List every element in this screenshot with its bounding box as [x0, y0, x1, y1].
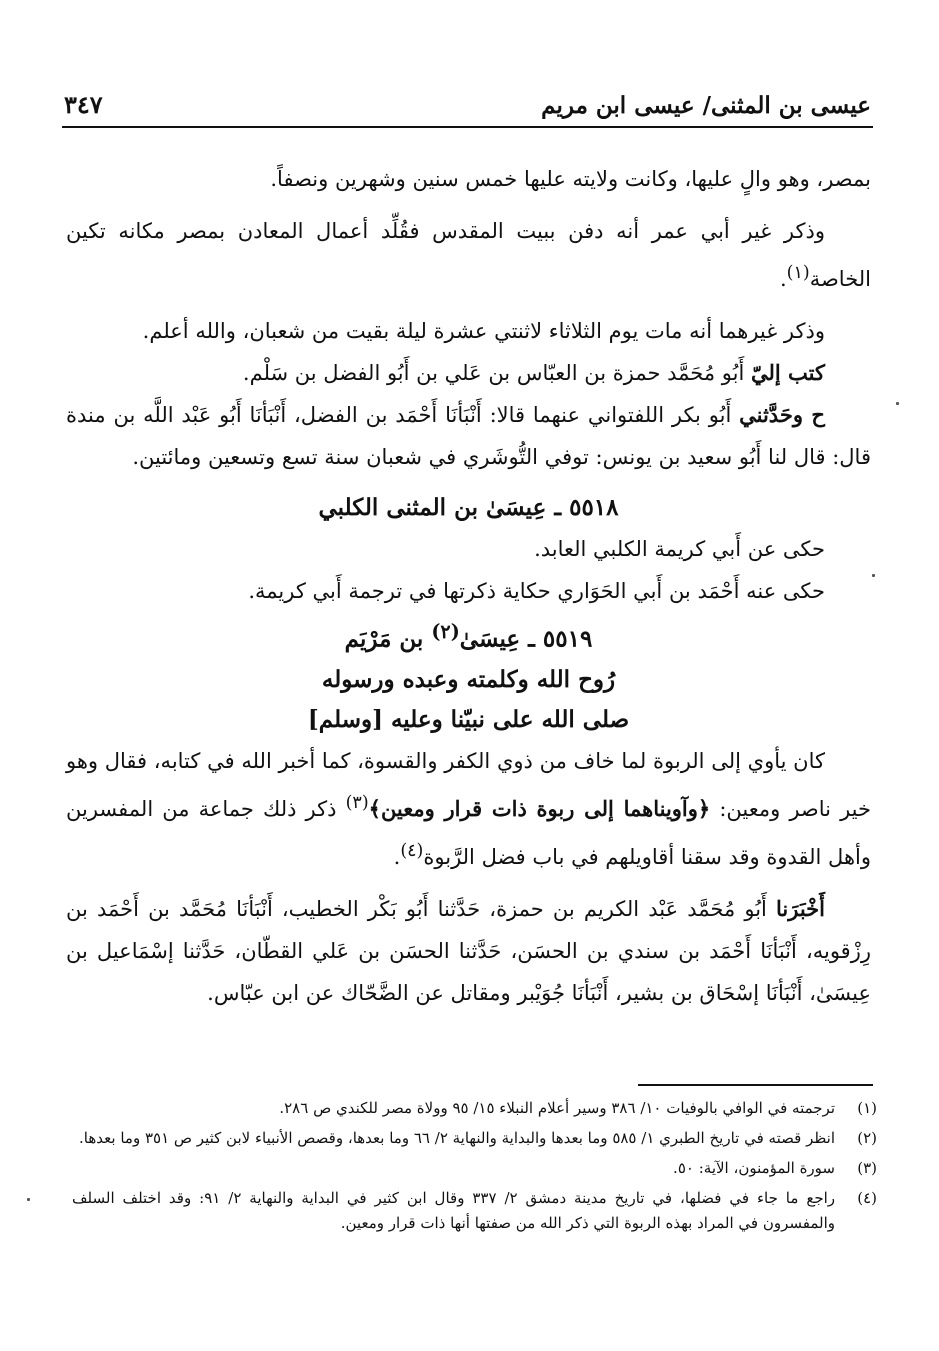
header-rule — [62, 126, 873, 128]
header-title: عيسى بن المثنى/ عيسى ابن مريم — [541, 92, 871, 119]
punctuation: . — [393, 844, 401, 869]
main-text — [66, 158, 871, 1014]
paragraph — [66, 394, 871, 478]
paragraph-text: حكى عنه أَحْمَد بن أَبي الحَوَاري حكاية ذكرتها في ترجمة أَبي كريمة. — [248, 579, 825, 603]
entry-heading-text: ٥٥١٩ ـ عِيسَىٰ — [459, 625, 593, 653]
footnotes — [72, 1096, 877, 1241]
paragraph — [66, 528, 871, 570]
footnote — [72, 1126, 877, 1151]
running-header — [60, 86, 871, 122]
transmission-term: ح وحَدَّثني — [739, 402, 825, 427]
paragraph-text: حكى عن أَبي كريمة الكلبي العابد. — [534, 537, 825, 561]
paragraph-text: أَبُو مُحَمَّد حمزة بن العبّاس بن عَلي بن أَبُو الفضل بن سَلْم. — [242, 361, 751, 385]
scan-speck — [872, 574, 875, 577]
entry-heading — [66, 612, 871, 660]
scan-speck — [896, 402, 899, 405]
paragraph-text: ذكر ذلك جماعة من المفسرين وأهل القدوة وقد سقنا أقاويلهم في باب فضل الرَّبوة — [66, 796, 871, 869]
footnote — [72, 1096, 877, 1121]
paragraph — [66, 210, 871, 300]
paragraph-text: وذكر غيرهما أنه مات يوم الثلاثاء لاثنتي عشرة ليلة بقيت من شعبان، والله أعلم. — [142, 319, 825, 343]
paragraph — [66, 740, 871, 878]
paragraph-text: أَبُو مُحَمَّد عَبْد الكريم بن حمزة، حَدَّثنا أَبُو بَكْر الخطيب، أَنْبَأنَا مُحَمَّد بن أَحْمَد بن رِزْقويه، أَنْبَأنَا أَحْمَد بن سندي بن الحسَن، حَدَّثنا الحسَن بن عَلي القطّان، حَدَّثنا إسْمَاعيل بن عِيسَىٰ، أَنْبَأنَا إسْحَاق بن بشير، أَنْبَأنَا جُوَيْبر ومقاتل عن الضَّحّاك عن ابن عبّاس. — [66, 896, 871, 1005]
footnote-text: انظر قصته في تاريخ الطبري ١/ ٥٨٥ وما بعدها والبداية والنهاية ٢/ ٦٦ وما بعدها، وقصص الأنبياء لابن كثير ص ٣٥١ وما بعدها. — [79, 1129, 835, 1147]
entry-heading: ٥٥١٨ ـ عِيسَىٰ بن المثنى الكلبي — [318, 494, 619, 521]
footnote-text: راجع ما جاء في فضلها، في تاريخ مدينة دمشق ٢/ ٣٣٧ وقال ابن كثير في البداية والنهاية ٢/ ٩١: وقد اختلف السلف والمفسرون في المراد بهذه الربوة التي ذكر الله من صفتها أنها ذات قرار ومعين. — [72, 1189, 836, 1232]
entry-subheading: رُوح الله وكلمته وعبده ورسوله — [321, 665, 616, 693]
paragraph-text: أَبُو بكر اللفتواني عنهما قالا: أَنْبَأنَا أَحْمَد بن الفضل، أَنْبَأنَا أَبُو عَبْد اللَّه بن مندة قال: قال لنا أَبُو سعيد بن يونس: توفي التُّوشَري في شعبان سنة تسع وتسعين ومائتين. — [66, 403, 871, 469]
paragraph — [66, 570, 871, 612]
page-number: ٣٤٧ — [64, 90, 103, 119]
paragraph-text: وذكر غير أبي عمر أنه دفن ببيت المقدس فقُلِّد أعمال المعادن بمصر مكانه تكين الخاصة — [66, 219, 871, 291]
paragraph — [66, 352, 871, 394]
paragraph-text: بمصر، وهو والٍ عليها، وكانت ولايته عليها خمس سنين وشهرين ونصفاً. — [270, 167, 871, 191]
footnote-text: ترجمته في الوافي بالوفيات ١٠/ ٣٨٦ وسير أعلام النبلاء ١٥/ ٩٥ وولاة مصر للكندي ص ٢٨٦. — [279, 1099, 835, 1117]
paragraph — [66, 888, 871, 1014]
footnote-ref: (٤) — [400, 840, 424, 861]
footnote-ref: (١) — [786, 263, 810, 283]
entry-subheading: صلى الله على نبيّنا وعليه [وسلم] — [307, 705, 630, 733]
scan-speck — [27, 1198, 30, 1201]
paragraph — [66, 158, 871, 200]
footnote-ref: (٣) — [345, 792, 369, 813]
quran-quote: ﴿وآويناهما إلى ربوة ذات قرار ومعين﴾ — [368, 795, 711, 821]
transmission-term: أَخْبَرَنا — [776, 895, 825, 921]
footnote — [72, 1156, 877, 1181]
paragraph-text: كان يأوي إلى الربوة لما خاف من ذوي الكفر والقسوة، كما أخبر الله في كتابه، فقال وهو خير ناصر ومعين: — [66, 748, 872, 821]
transmission-term: كتب إليّ — [750, 360, 825, 385]
paragraph — [66, 310, 871, 352]
footnote-text: سورة المؤمنون، الآية: ٥٠. — [673, 1159, 835, 1177]
punctuation: . — [779, 267, 787, 291]
footnote — [72, 1186, 877, 1236]
footnote-number: (١) — [857, 1099, 877, 1117]
footnote-number: (٢) — [857, 1129, 877, 1147]
footnote-number: (٤) — [857, 1189, 877, 1207]
footnote-ref: (٢) — [431, 620, 460, 643]
footnote-number: (٣) — [857, 1159, 877, 1177]
footnote-rule — [638, 1084, 873, 1086]
entry-heading-text: بن مَرْيَم — [344, 625, 432, 653]
